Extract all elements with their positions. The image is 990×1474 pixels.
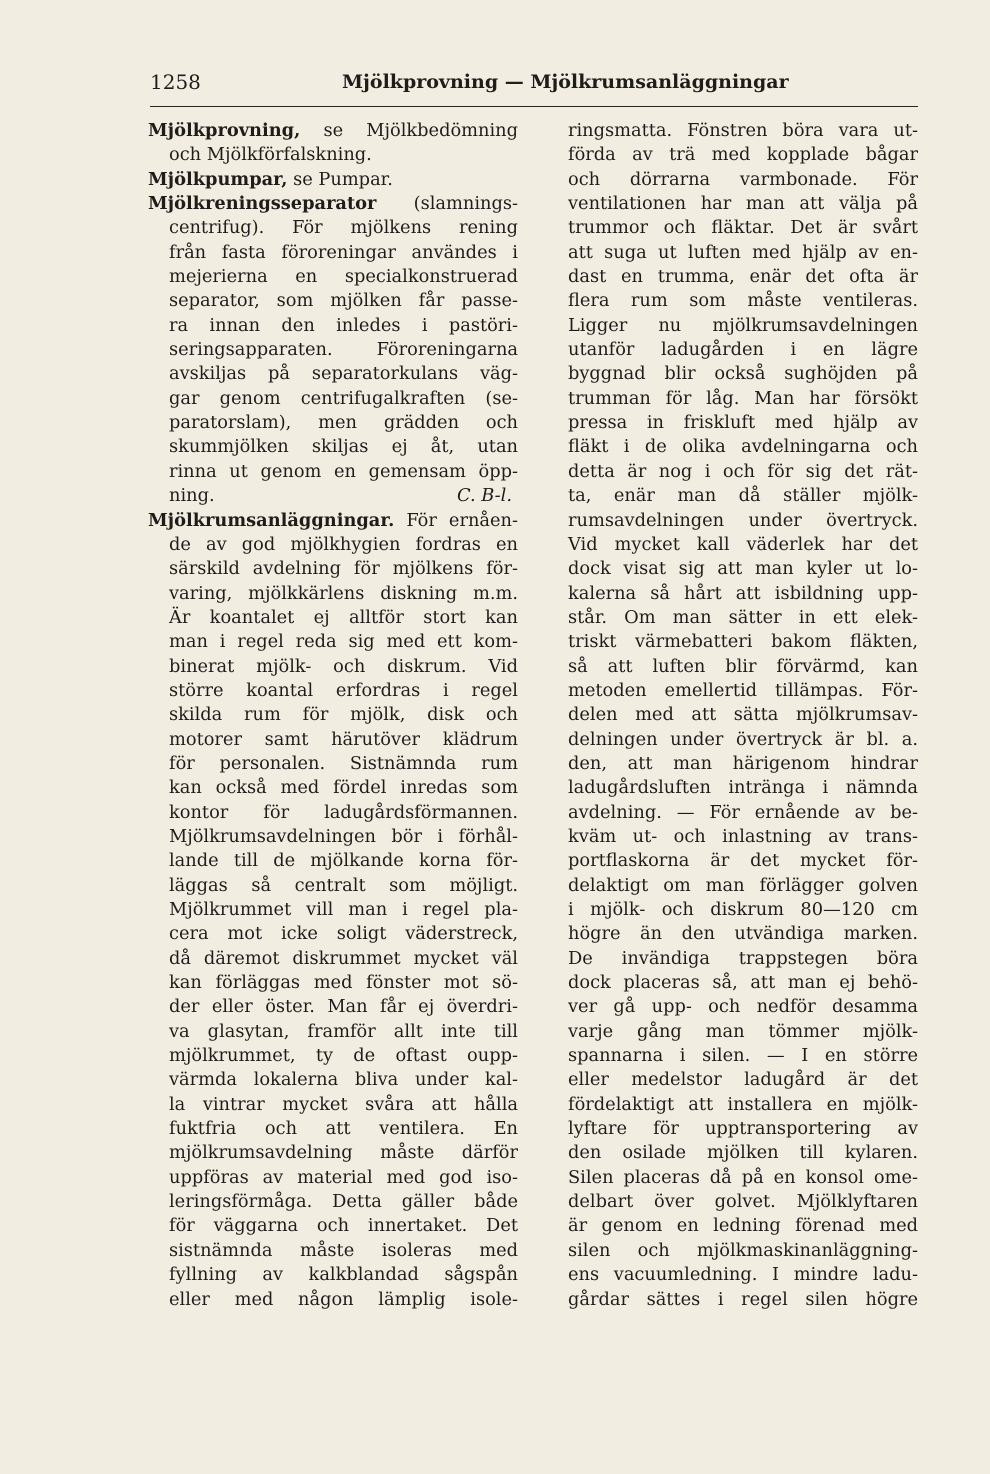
text-line: binerat mjölk- och diskrum. Vid bbox=[169, 655, 518, 677]
text-line: skilda rum för mjölk, disk och bbox=[169, 704, 518, 726]
text-line: att suga ut luften med hjälp av en- bbox=[568, 241, 918, 263]
text-line: så att luften blir förvärmd, kan bbox=[568, 655, 918, 677]
text-line: leringsförmåga. Detta gäller både bbox=[169, 1191, 518, 1213]
text-line: förda av trä med kopplade bågar bbox=[568, 144, 918, 166]
text-line: spannarna i silen. — I en större bbox=[568, 1045, 918, 1067]
separator-entry-body bbox=[148, 216, 518, 508]
text-line: fuktfria och att ventilera. En bbox=[169, 1118, 518, 1140]
text-line: gårdar sättes i regel silen högre bbox=[568, 1288, 918, 1310]
text-line: ver gå upp- och nedför desamma bbox=[568, 996, 918, 1018]
text-line: särskild avdelning för mjölkens för- bbox=[169, 558, 518, 580]
text-line: värmda lokalerna bliva under kal- bbox=[169, 1069, 518, 1091]
entry-line bbox=[148, 168, 518, 192]
text-line: separator, som mjölken får passe- bbox=[169, 290, 518, 312]
text-line: der eller öster. Man får ej överdri- bbox=[169, 996, 518, 1018]
left-column bbox=[148, 119, 518, 1312]
rum-entry-body bbox=[148, 533, 518, 1312]
text-line: delbart över golvet. Mjölklyftaren bbox=[568, 1191, 918, 1213]
text-line: större koantal erfordras i regel bbox=[169, 679, 518, 701]
text-line: står. Om man sätter in ett elek- bbox=[568, 606, 918, 628]
entry-text: se Mjölkbedömning bbox=[300, 120, 518, 141]
text-line: den osilade mjölken till kylaren. bbox=[568, 1142, 918, 1164]
text-line: rumsavdelningen under övertryck. bbox=[568, 509, 918, 531]
text-line: kan förläggas med fönster mot sö- bbox=[169, 972, 518, 994]
text-line: sistnämnda måste isoleras med bbox=[169, 1239, 518, 1261]
text-line: eller medelstor ladugård är det bbox=[568, 1069, 918, 1091]
right-column bbox=[568, 119, 918, 1312]
entry-keyword: Mjölkrumsanläggningar. bbox=[148, 509, 395, 531]
entry-keyword: Mjölkprovning, bbox=[148, 120, 301, 141]
text-line: Mjölkrummet vill man i regel pla- bbox=[169, 899, 518, 920]
page-number: 1258 bbox=[150, 70, 201, 94]
entry-line bbox=[148, 509, 518, 533]
text-line: skummjölken skiljas ej åt, utan bbox=[169, 436, 518, 458]
text-line: mjölkrumsavdelning måste därför bbox=[169, 1142, 518, 1164]
text-line: eller med någon lämplig isole- bbox=[169, 1288, 518, 1310]
text-line: de av god mjölkhygien fordras en bbox=[169, 533, 518, 555]
text-line: gar genom centrifugalkraften (se- bbox=[169, 387, 518, 409]
text-line: ventilationen har man att välja på bbox=[568, 193, 918, 215]
text-line: fördelaktigt att installera en mjölk- bbox=[568, 1093, 918, 1115]
text-line: är genom en ledning förenad med bbox=[568, 1215, 918, 1237]
text-line: kontor för ladugårdsförmannen. bbox=[169, 801, 518, 823]
text-line: Mjölkrumsavdelningen bör i förhål- bbox=[169, 825, 518, 847]
text-line: paratorslam), men grädden och bbox=[169, 412, 518, 434]
line-text: ning. bbox=[169, 485, 215, 507]
text-line: kan också med fördel inredas som bbox=[169, 777, 518, 799]
text-line: detta är nog i och för sig det rät- bbox=[568, 460, 918, 482]
entry-line bbox=[148, 192, 518, 216]
entry-text: (slamnings- bbox=[376, 193, 518, 215]
text-line: delen med att sätta mjölkrumsav- bbox=[568, 704, 918, 726]
text-line: metoden emellertid tillämpas. För- bbox=[568, 679, 918, 701]
text-line: då däremot diskrummet mycket väl bbox=[169, 947, 518, 969]
text-line: lande till de mjölkande korna för- bbox=[169, 850, 518, 872]
entry-keyword: Mjölkpumpar, bbox=[148, 168, 288, 190]
text-line: kväm ut- och inlastning av trans- bbox=[568, 825, 918, 847]
text-line: va glasytan, framför allt inte till bbox=[169, 1020, 518, 1042]
text-line: triskt värmebatteri bakom fläkten, bbox=[568, 631, 918, 653]
text-line: fyllning av kalkblandad sågspån bbox=[169, 1264, 518, 1286]
text-line: avdelning. — För ernående av be- bbox=[568, 801, 918, 823]
text-line: för personalen. Sistnämnda rum bbox=[169, 752, 518, 774]
text-line: i mjölk- och diskrum 80—120 cm bbox=[568, 899, 918, 920]
text-line: ladugårdsluften intränga i nämnda bbox=[568, 777, 918, 799]
text-line: från fasta föroreningar användes i bbox=[169, 241, 518, 263]
text-line: Silen placeras då på en konsol ome- bbox=[568, 1166, 918, 1188]
text-line: läggas så centralt som möjligt. bbox=[169, 874, 518, 896]
text-line: avskiljas på separatorkulans väg- bbox=[169, 363, 518, 385]
text-line: cera mot icke soligt väderstreck, bbox=[169, 923, 518, 945]
entry-text: se Pumpar. bbox=[287, 168, 393, 190]
text-line: trummor och fläktar. Det är svårt bbox=[568, 217, 918, 239]
text-line: varje gång man tömmer mjölk- bbox=[568, 1020, 918, 1042]
text-line: la vintrar mycket svåra att hålla bbox=[169, 1093, 518, 1115]
text-line: Vid mycket kall väderlek har det bbox=[568, 533, 918, 555]
text-line: seringsapparaten. Föroreningarna bbox=[169, 339, 518, 361]
text-line: delaktigt om man förlägger golven bbox=[568, 874, 918, 896]
text-line: Är koantalet ej alltför stort kan bbox=[169, 606, 518, 628]
text-line: trumman för låg. Man har försökt bbox=[568, 387, 918, 409]
text-line: för väggarna och innertaket. Det bbox=[169, 1215, 518, 1237]
text-line: utanför ladugården i en lägre bbox=[568, 339, 918, 361]
author-signature: C. B-l. bbox=[456, 485, 512, 507]
text-line: portflaskorna är det mycket för- bbox=[568, 850, 918, 872]
text-line: pressa in friskluft med hjälp av bbox=[568, 412, 918, 434]
text-line: silen och mjölkmaskinanläggning- bbox=[568, 1239, 918, 1261]
entry-keyword: Mjölkreningsseparator bbox=[148, 193, 377, 215]
text-line: kalerna så hårt att isbildning upp- bbox=[568, 582, 918, 604]
text-line: Ligger nu mjölkrumsavdelningen bbox=[568, 314, 918, 336]
text-line: rinna ut genom en gemensam öpp- bbox=[169, 460, 518, 482]
text-line bbox=[148, 484, 518, 508]
text-line: dock placeras så, att man ej behö- bbox=[568, 972, 918, 994]
text-line: dast en trumma, enär det ofta är bbox=[568, 266, 918, 288]
entry-line: och Mjölkförfalskning. bbox=[169, 144, 372, 166]
text-line: De invändiga trappstegen böra bbox=[568, 947, 918, 969]
text-line: centrifug). För mjölkens rening bbox=[169, 217, 518, 239]
page-header bbox=[150, 66, 918, 98]
text-line: uppföras av material med god iso- bbox=[169, 1166, 518, 1188]
text-line: ens vacuumledning. I mindre ladu- bbox=[568, 1264, 918, 1286]
text-line: dock visat sig att man kyler ut lo- bbox=[568, 558, 918, 580]
text-line: fläkt i de olika avdelningarna och bbox=[568, 436, 918, 458]
text-line: mjölkrummet, ty de oftast oupp- bbox=[169, 1045, 518, 1067]
text-line: ra innan den inledes i pastöri- bbox=[169, 314, 518, 336]
text-line: motorer samt härutöver klädrum bbox=[169, 728, 518, 750]
text-line: och dörrarna varmbonade. För bbox=[568, 168, 918, 190]
text-line: man i regel reda sig med ett kom- bbox=[169, 631, 518, 653]
text-line: ta, enär man då ställer mjölk- bbox=[568, 485, 918, 507]
running-title: Mjölkprovning — Mjölkrumsanläggningar bbox=[342, 71, 789, 93]
entry-line bbox=[148, 119, 518, 143]
text-line: byggnad blir också sughöjden på bbox=[568, 363, 918, 385]
text-line: lyftare för upptransportering av bbox=[568, 1118, 918, 1140]
text-line: högre än den utvändiga marken. bbox=[568, 923, 918, 945]
text-line: varing, mjölkkärlens diskning m.m. bbox=[169, 582, 518, 604]
text-line: ringsmatta. Fönstren böra vara ut- bbox=[568, 120, 918, 141]
text-line: den, att man härigenom hindrar bbox=[568, 752, 918, 774]
header-rule bbox=[150, 106, 918, 107]
text-line: flera rum som måste ventileras. bbox=[568, 290, 918, 312]
entry-text: För ernåen- bbox=[394, 509, 518, 531]
text-line: mejerierna en specialkonstruerad bbox=[169, 266, 518, 288]
text-line: delningen under övertryck är bl. a. bbox=[568, 728, 918, 750]
